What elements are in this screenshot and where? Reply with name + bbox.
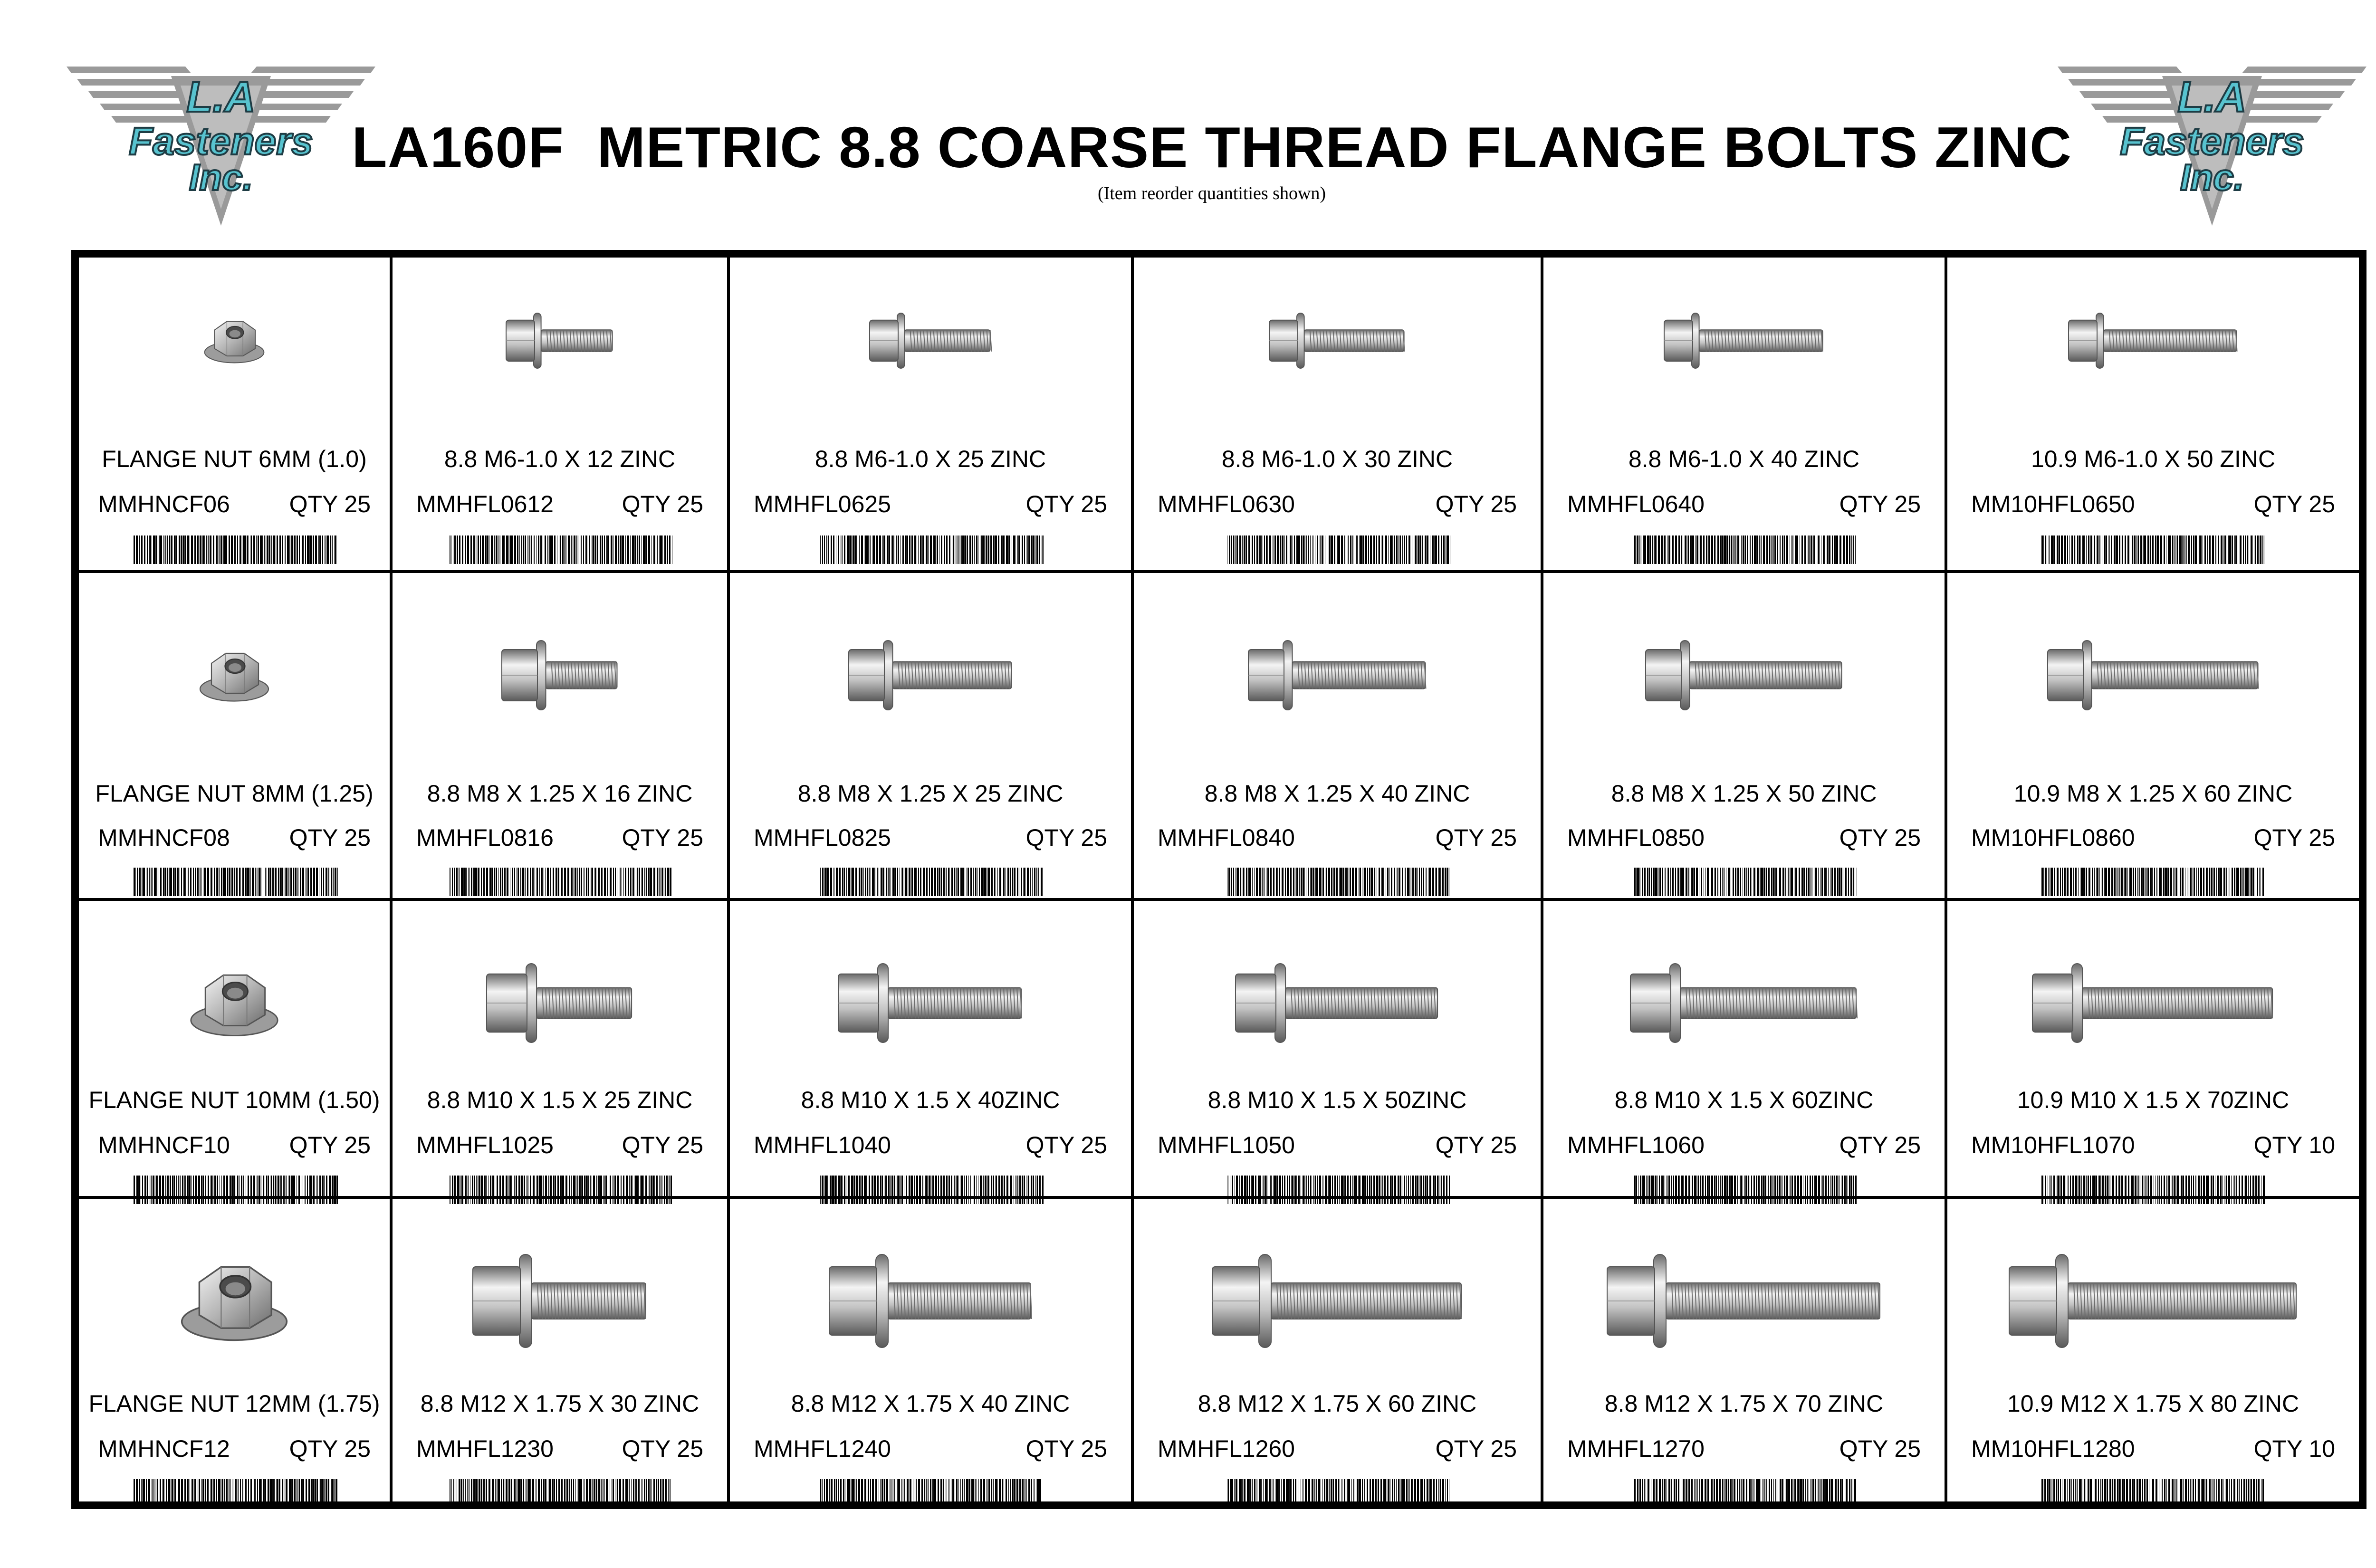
item-description: 8.8 M12 X 1.75 X 30 ZINC — [420, 1390, 699, 1417]
flange-bolt-image — [1947, 625, 2359, 725]
reorder-quantity: QTY 25 — [289, 1435, 371, 1462]
compartment-cell — [1947, 258, 2359, 573]
logo-text-inc: Inc. — [189, 156, 253, 198]
barcode — [1634, 868, 1857, 896]
flange-bolt-image — [1947, 300, 2359, 381]
compartment-cell — [1947, 901, 2359, 1199]
part-number: MMHNCF12 — [98, 1435, 230, 1462]
barcode — [820, 1479, 1044, 1508]
part-number: MMHNCF08 — [98, 824, 230, 851]
part-number: MM10HFL1280 — [1971, 1435, 2135, 1462]
flange-bolt-image — [730, 951, 1131, 1055]
reorder-quantity: QTY 25 — [1435, 1435, 1517, 1462]
compartment-cell — [730, 258, 1134, 573]
barcode — [450, 1479, 673, 1508]
compartment-cell — [1134, 1199, 1543, 1501]
reorder-quantity: QTY 25 — [622, 1435, 703, 1462]
compartment-cell — [1543, 573, 1947, 901]
compartment-grid — [79, 258, 2359, 1501]
flange-bolt-image — [393, 300, 727, 381]
item-description: 10.9 M8 X 1.25 X 60 ZINC — [2013, 780, 2293, 807]
part-number: MMHFL1060 — [1567, 1132, 1705, 1158]
compartment-cell — [730, 1199, 1134, 1501]
reorder-quantity: QTY 25 — [622, 1132, 703, 1158]
barcode — [2041, 868, 2265, 896]
reorder-quantity: QTY 25 — [1839, 1435, 1921, 1462]
reorder-quantity: QTY 25 — [1435, 491, 1517, 517]
flange-bolt-image — [393, 1242, 727, 1360]
item-description: FLANGE NUT 12MM (1.75) — [88, 1390, 380, 1417]
compartment-cell — [1134, 573, 1543, 901]
part-number: MMHFL1240 — [754, 1435, 891, 1462]
barcode — [1227, 868, 1450, 896]
item-description: 8.8 M8 X 1.25 X 50 ZINC — [1611, 780, 1877, 807]
part-number: MMHFL1050 — [1158, 1132, 1295, 1158]
flange-nut-image — [79, 951, 390, 1055]
compartment-cell — [79, 1199, 393, 1501]
compartment-cell — [79, 573, 393, 901]
compartment-cell — [1134, 258, 1543, 573]
barcode — [2041, 1479, 2265, 1508]
page-title: LA160F METRIC 8.8 COARSE THREAD FLANGE BOLTS ZINC — [352, 115, 2072, 180]
flange-bolt-image — [1134, 625, 1541, 725]
part-number: MM10HFL1070 — [1971, 1132, 2135, 1158]
flange-bolt-image — [730, 300, 1131, 381]
flange-nut-image — [79, 1242, 390, 1360]
item-description: FLANGE NUT 6MM (1.0) — [102, 446, 367, 472]
assortment-board — [71, 250, 2366, 1509]
compartment-cell — [393, 573, 730, 901]
logo-text-inc: Inc. — [2180, 156, 2244, 198]
part-number: MMHFL0630 — [1158, 491, 1295, 517]
item-description: 8.8 M12 X 1.75 X 40 ZINC — [791, 1390, 1070, 1417]
compartment-cell — [730, 901, 1134, 1199]
flange-bolt-image — [1134, 1242, 1541, 1360]
barcode — [450, 868, 673, 896]
part-number: MMHFL1230 — [416, 1435, 554, 1462]
flange-bolt-image — [1543, 625, 1945, 725]
part-number: MMHFL1270 — [1567, 1435, 1705, 1462]
reorder-quantity: QTY 25 — [1435, 824, 1517, 851]
compartment-cell — [1543, 901, 1947, 1199]
reorder-quantity: QTY 25 — [1435, 1132, 1517, 1158]
item-description: 10.9 M10 X 1.5 X 70ZINC — [2017, 1087, 2290, 1113]
barcode — [820, 868, 1044, 896]
part-number: MMHNCF10 — [98, 1132, 230, 1158]
item-description: 8.8 M6-1.0 X 25 ZINC — [814, 446, 1046, 472]
part-number: MMHFL1040 — [754, 1132, 891, 1158]
compartment-cell — [393, 258, 730, 573]
logo-text-la: L.A — [186, 74, 256, 121]
reorder-quantity: QTY 25 — [1025, 1132, 1107, 1158]
barcode — [134, 868, 338, 896]
barcode — [1634, 535, 1857, 564]
logo-text-fasteners: Fasteners — [129, 120, 313, 163]
reorder-quantity: QTY 25 — [1839, 824, 1921, 851]
reorder-quantity: QTY 25 — [1025, 824, 1107, 851]
reorder-quantity: QTY 25 — [1839, 1132, 1921, 1158]
barcode — [134, 1479, 338, 1508]
barcode — [1227, 1479, 1450, 1508]
reorder-quantity: QTY 25 — [289, 491, 371, 517]
part-number: MMHFL0825 — [754, 824, 891, 851]
item-description: 8.8 M12 X 1.75 X 70 ZINC — [1604, 1390, 1884, 1417]
reorder-quantity: QTY 10 — [2253, 1132, 2335, 1158]
compartment-cell — [1134, 901, 1543, 1199]
part-number: MMHFL0816 — [416, 824, 554, 851]
part-number: MMHFL1260 — [1158, 1435, 1295, 1462]
item-description: 8.8 M8 X 1.25 X 25 ZINC — [797, 780, 1063, 807]
logo-text-la: L.A — [2177, 74, 2247, 121]
reorder-quantity: QTY 10 — [2253, 1435, 2335, 1462]
part-number: MMHFL0640 — [1567, 491, 1705, 517]
flange-bolt-image — [393, 625, 727, 725]
item-description: 8.8 M12 X 1.75 X 60 ZINC — [1198, 1390, 1477, 1417]
reorder-quantity: QTY 25 — [622, 491, 703, 517]
flange-nut-image — [79, 625, 390, 725]
flange-bolt-image — [1134, 951, 1541, 1055]
flange-bolt-image — [1543, 300, 1945, 381]
item-description: 8.8 M6-1.0 X 12 ZINC — [444, 446, 676, 472]
reorder-quantity: QTY 25 — [1839, 491, 1921, 517]
item-description: 8.8 M10 X 1.5 X 50ZINC — [1207, 1087, 1467, 1113]
item-description: 8.8 M6-1.0 X 40 ZINC — [1628, 446, 1860, 472]
compartment-cell — [1543, 258, 1947, 573]
item-description: FLANGE NUT 10MM (1.50) — [88, 1087, 380, 1113]
flange-bolt-image — [1543, 951, 1945, 1055]
barcode — [820, 535, 1044, 564]
flange-bolt-image — [393, 951, 727, 1055]
part-number: MMHFL0625 — [754, 491, 891, 517]
reorder-quantity: QTY 25 — [289, 1132, 371, 1158]
flange-bolt-image — [1543, 1242, 1945, 1360]
compartment-cell — [393, 901, 730, 1199]
compartment-cell — [1947, 573, 2359, 901]
part-number: MMHFL1025 — [416, 1132, 554, 1158]
part-number: MMHFL0840 — [1158, 824, 1295, 851]
page-subtitle: (Item reorder quantities shown) — [1097, 183, 1326, 203]
flange-bolt-image — [730, 1242, 1131, 1360]
item-description: 8.8 M6-1.0 X 30 ZINC — [1221, 446, 1453, 472]
part-number: MMHNCF06 — [98, 491, 230, 517]
part-number: MMHFL0612 — [416, 491, 554, 517]
barcode — [134, 535, 338, 564]
reorder-quantity: QTY 25 — [622, 824, 703, 851]
compartment-cell — [393, 1199, 730, 1501]
reorder-quantity: QTY 25 — [1025, 491, 1107, 517]
item-description: 8.8 M8 X 1.25 X 16 ZINC — [427, 780, 693, 807]
barcode — [1634, 1479, 1857, 1508]
reorder-quantity: QTY 25 — [2253, 824, 2335, 851]
compartment-cell — [79, 901, 393, 1199]
flange-bolt-image — [1947, 951, 2359, 1055]
flange-bolt-image — [1947, 1242, 2359, 1360]
compartment-cell — [79, 258, 393, 573]
reorder-quantity: QTY 25 — [289, 824, 371, 851]
part-number: MM10HFL0650 — [1971, 491, 2135, 517]
flange-bolt-image — [730, 625, 1131, 725]
flange-nut-image — [79, 300, 390, 381]
compartment-cell — [730, 573, 1134, 901]
item-description: 8.8 M8 X 1.25 X 40 ZINC — [1204, 780, 1470, 807]
item-description: 10.9 M6-1.0 X 50 ZINC — [2031, 446, 2276, 472]
barcode — [450, 535, 673, 564]
barcode — [2041, 535, 2265, 564]
item-description: 10.9 M12 X 1.75 X 80 ZINC — [2007, 1390, 2299, 1417]
logo-text-fasteners: Fasteners — [2120, 120, 2304, 163]
barcode — [1227, 535, 1450, 564]
part-number: MMHFL0850 — [1567, 824, 1705, 851]
flange-bolt-image — [1134, 300, 1541, 381]
item-description: 8.8 M10 X 1.5 X 40ZINC — [801, 1087, 1060, 1113]
item-description: 8.8 M10 X 1.5 X 25 ZINC — [427, 1087, 693, 1113]
item-description: 8.8 M10 X 1.5 X 60ZINC — [1614, 1087, 1874, 1113]
part-number: MM10HFL0860 — [1971, 824, 2135, 851]
compartment-cell — [1543, 1199, 1947, 1501]
item-description: FLANGE NUT 8MM (1.25) — [95, 780, 374, 807]
reorder-quantity: QTY 25 — [1025, 1435, 1107, 1462]
reorder-quantity: QTY 25 — [2253, 491, 2335, 517]
compartment-cell — [1947, 1199, 2359, 1501]
